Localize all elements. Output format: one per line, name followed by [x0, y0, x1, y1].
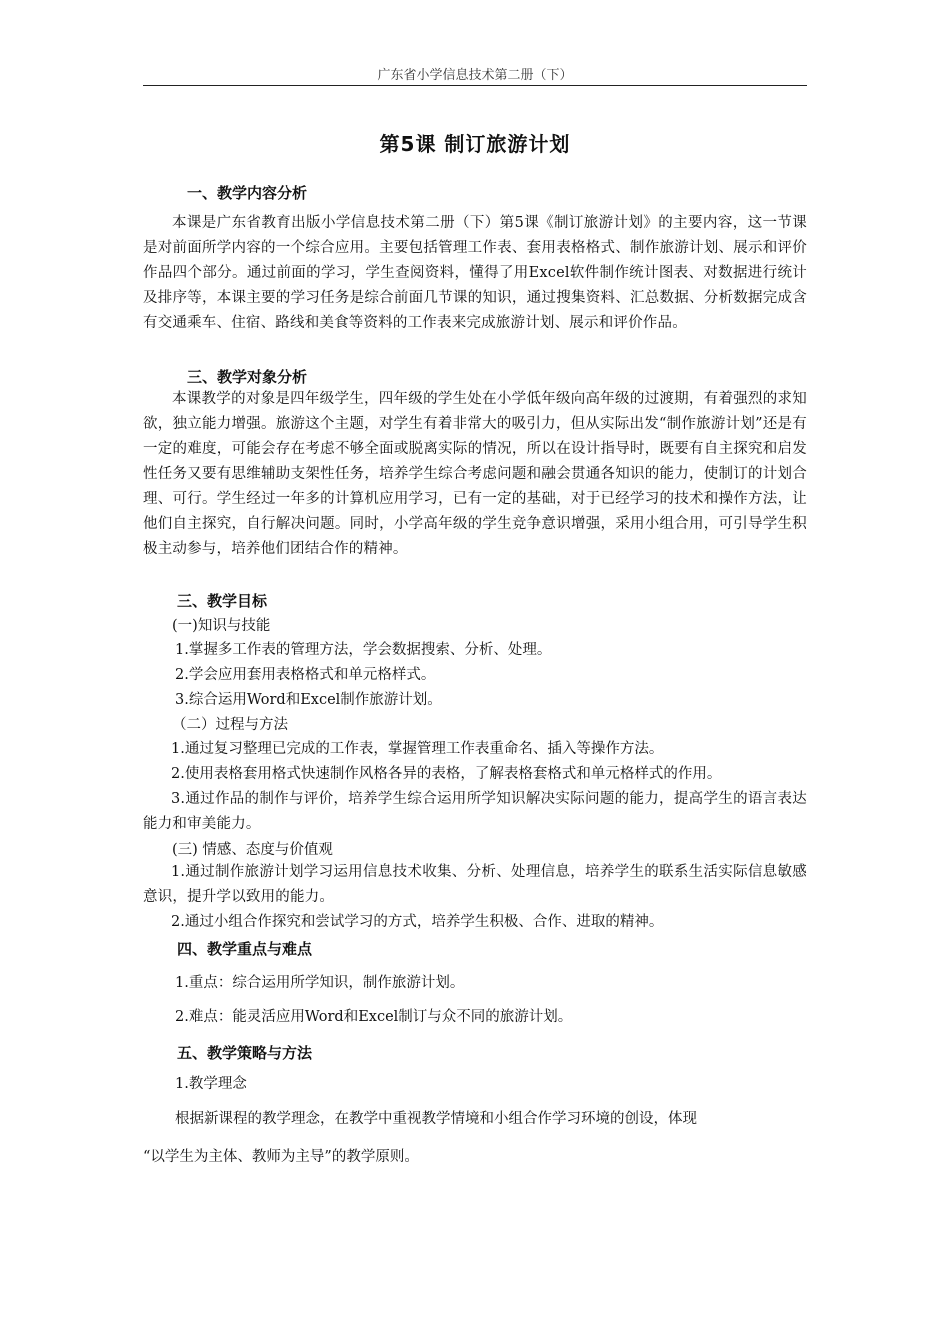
objective-item: 1.通过复习整理已完成的工作表，掌握管理工作表重命名、插入等操作方法。	[171, 741, 664, 757]
content-analysis-paragraph: 本课是广东省教育出版小学信息技术第二册（下）第5课《制订旅游计划》的主要内容，这一节课是对前面所学内容的一个综合应用。主要包括管理工作表、套用表格格式、制作旅游计划、展示和评价作品四个部分。通过前面的学习，学生查阅资料，懂得了用Excel软件制作统计图表、对数据进行统计及排序等，本课主要的学习任务是综合前面几节课的知识，通过搜集资料、汇总数据、分析数据完成含有交通乘车、住宿、路线和美食等资料的工作表来完成旅游计划、展示和评价作品。	[143, 215, 807, 331]
header-rule	[143, 85, 807, 86]
page-header: 广东省小学信息技术第二册（下）	[377, 68, 573, 83]
objective-subheading-process: （二）过程与方法	[172, 717, 288, 733]
objective-item: 2.使用表格套用格式快速制作风格各异的表格，了解表格套格式和单元格样式的作用。	[171, 766, 722, 782]
section-heading-objectives: 三、教学目标	[177, 592, 268, 610]
section-heading-content-analysis: 一、教学内容分析	[187, 184, 308, 202]
section-heading-strategy: 五、教学策略与方法	[177, 1044, 313, 1062]
objective-item: 3.通过作品的制作与评价，培养学生综合运用所学知识解决实际问题的能力，提高学生的语言表达能力和审美能力。	[143, 791, 807, 832]
section-heading-student-analysis: 三、教学对象分析	[187, 368, 308, 386]
objective-item: 1.掌握多工作表的管理方法，学会数据搜索、分析、处理。	[175, 642, 552, 658]
objective-item: 1.通过制作旅游计划学习运用信息技术收集、分析、处理信息，培养学生的联系生活实际信息敏感意识，提升学以致用的能力。	[143, 864, 807, 905]
strategy-paragraph-line2: “以学生为主体、教师为主导”的教学原则。	[143, 1149, 419, 1165]
objective-item: 2.通过小组合作探究和尝试学习的方式，培养学生积极、合作、进取的精神。	[171, 914, 664, 930]
strategy-paragraph-line1: 根据新课程的教学理念，在教学中重视教学情境和小组合作学习环境的创设，体现	[175, 1111, 697, 1127]
objective-subheading-knowledge: (一)知识与技能	[172, 618, 271, 634]
objective-subheading-attitude: (三) 情感、态度与价值观	[172, 842, 333, 858]
key-point-item: 1.重点：综合运用所学知识，制作旅游计划。	[175, 975, 465, 991]
key-point-item: 2.难点：能灵活应用Word和Excel制订与众不同的旅游计划。	[175, 1009, 573, 1025]
section-heading-key-points: 四、教学重点与难点	[177, 940, 313, 958]
strategy-subheading: 1.教学理念	[175, 1076, 247, 1092]
objective-item: 3.综合运用Word和Excel制作旅游计划。	[175, 692, 442, 708]
lesson-title: 第5课 制订旅游计划	[379, 132, 571, 156]
student-analysis-paragraph: 本课教学的对象是四年级学生，四年级的学生处在小学低年级向高年级的过渡期，有着强烈的求知欲，独立能力增强。旅游这个主题，对学生有着非常大的吸引力，但从实际出发“制作旅游计划”还是有一定的难度，可能会存在考虑不够全面或脱离实际的情况，所以在设计指导时，既要有自主探究和启发性任务又要有思维辅助支架性任务，培养学生综合考虑问题和融会贯通各知识的能力，使制订的计划合理、可行。学生经过一年多的计算机应用学习，已有一定的基础，对于已经学习的技术和操作方法，让他们自主探究，自行解决问题。同时，小学高年级的学生竞争意识增强，采用小组合用，可引导学生积极主动参与，培养他们团结合作的精神。	[143, 391, 807, 557]
objective-item: 2.学会应用套用表格格式和单元格样式。	[175, 667, 436, 683]
